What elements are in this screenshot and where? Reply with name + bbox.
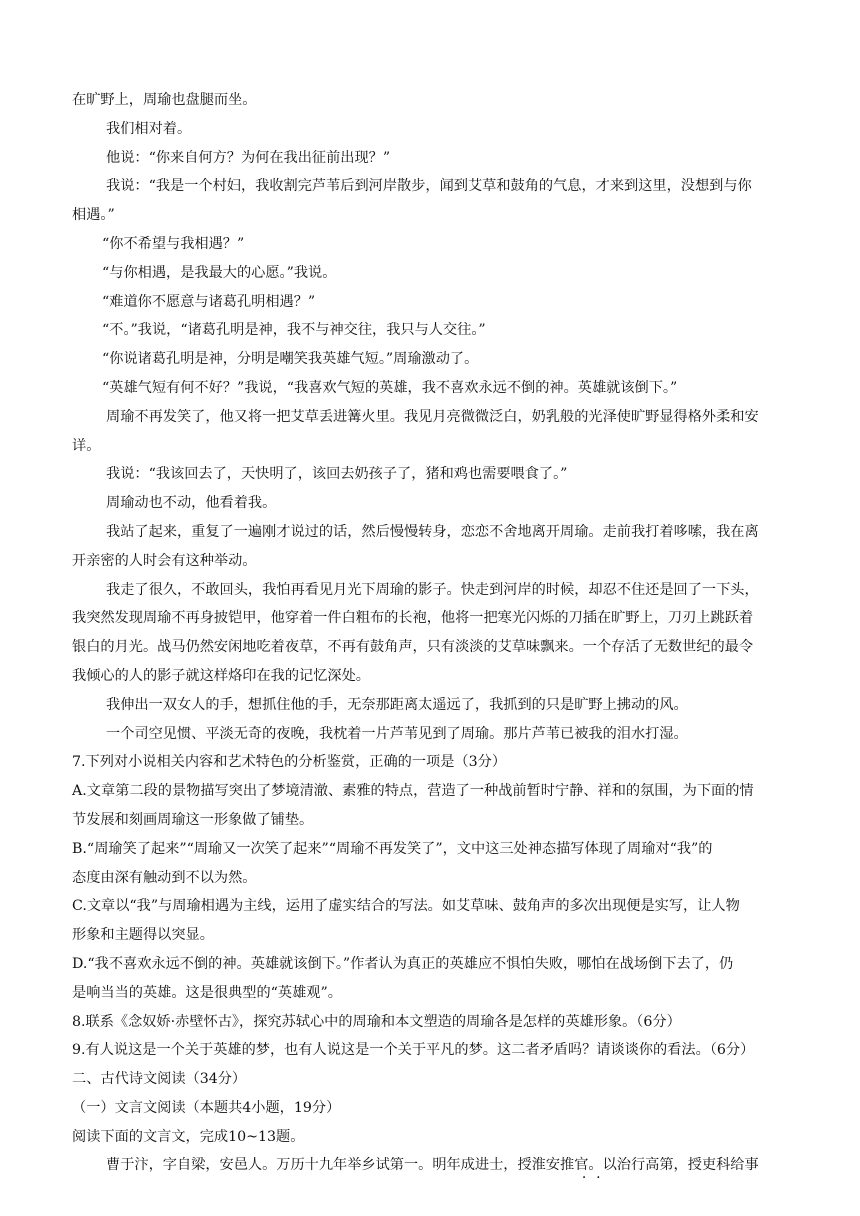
passage-paragraph: “英雄气短有何不好？”我说，“我喜欢气短的英雄，我不喜欢永远不倒的神。英雄就该倒下。”	[102, 379, 678, 396]
question-7-option-a: A.文章第二段的景物描写突出了梦境清澈、素雅的特点，营造了一种战前暂时宁静、祥和的氛围，为下面的情	[72, 783, 754, 800]
question-7-option-d: 是响当当的英雄。这是很典型的“英雄观”。	[72, 984, 342, 1001]
dotted-character: 官	[574, 1157, 589, 1174]
question-9: 9.有人说这是一个关于英雄的梦，也有人说这是一个关于平凡的梦。这二者矛盾吗？请谈谈你的看法。（6分）	[72, 1042, 755, 1059]
passage-paragraph: “难道你不愿意与诸葛孔明相遇？”	[102, 293, 316, 310]
subsection-heading: （一）文言文阅读（本题共4小题，19分）	[72, 1099, 341, 1116]
question-7-option-d: D.“我不喜欢永远不倒的神。英雄就该倒下。”作者认为真正的英雄应不惧怕失败，哪怕在战场倒下去了，仍	[72, 955, 734, 972]
passage-paragraph: 我说：“我该回去了，天快明了，该回去奶孩子了，猪和鸡也需要喂食了。”	[106, 466, 568, 483]
classical-text-start: 曹于汴，字自梁，安邑人。万历十九年举乡试第一。明年成进士，授淮安	[106, 1157, 561, 1174]
question-7-option-b: 态度由深有触动到不以为然。	[72, 869, 257, 886]
document-page	[72, 86, 792, 1180]
section-heading: 二、古代诗文阅读（34分）	[72, 1071, 247, 1088]
passage-paragraph: “不。”我说，“诸葛孔明是神，我不与神交往，我只与人交往。”	[102, 322, 486, 339]
passage-paragraph: 银白的月光。战马仍然安闲地吃着夜草，不再有鼓角声，只有淡淡的艾草味飘来。一个存活了无数世纪的最令	[72, 639, 754, 656]
passage-paragraph: 我走了很久，不敢回头，我怕再看见月光下周瑜的影子。快走到河岸的时候，却忍不住还是回了一下头，	[106, 581, 759, 598]
question-7-option-c: C.文章以“我”与周瑜相遇为主线，运用了虚实结合的写法。如艾草味、鼓角声的多次出现便是实写，让人物	[72, 898, 740, 915]
passage-paragraph: “你说诸葛孔明是神，分明是嘲笑我英雄气短。”周瑜激动了。	[102, 351, 479, 368]
passage-paragraph: “与你相遇，是我最大的心愿。”我说。	[102, 264, 337, 281]
passage-paragraph: “你不希望与我相遇？”	[102, 235, 245, 252]
question-7-option-a: 节发展和刻画周瑜这一形象做了铺垫。	[72, 811, 314, 828]
classical-text-end: 。以治行高第，授吏科给事	[588, 1157, 759, 1174]
passage-paragraph: 我说：“我是一个村妇，我收割完芦苇后到河岸散步，闻到艾草和鼓角的气息，才来到这里，没想到与你	[106, 178, 752, 195]
passage-paragraph: 周瑜不再发笑了，他又将一把艾草丢进篝火里。我见月亮微微泛白，奶乳般的光泽使旷野显得格外柔和安	[106, 408, 759, 425]
question-7-option-b: B.“周瑜笑了起来”“周瑜又一次笑了起来”“周瑜不再发笑了”，文中这三处神态描写体现了周瑜对“我”的	[72, 840, 713, 857]
question-7: 7.下列对小说相关内容和艺术特色的分析鉴赏，正确的一项是（3分）	[72, 754, 507, 771]
passage-paragraph: 他说：“你来自何方？为何在我出征前出现？”	[106, 149, 391, 166]
passage-paragraph: 我伸出一双女人的手，想抓住他的手，无奈那距离太遥远了，我抓到的只是旷野上拂动的风。	[106, 696, 688, 713]
passage-paragraph: 我们相对着。	[106, 120, 192, 137]
passage-paragraph: 一个司空见惯、平淡无奇的夜晚，我枕着一片芦苇见到了周瑜。那片芦苇已被我的泪水打湿。	[106, 725, 688, 742]
passage-paragraph: 开亲密的人时会有这种举动。	[72, 552, 257, 569]
dotted-character: 推	[560, 1157, 575, 1174]
passage-paragraph: 在旷野上，周瑜也盘腿而坐。	[72, 92, 257, 108]
passage-paragraph: 周瑜动也不动，他看着我。	[106, 495, 277, 512]
question-7-option-c: 形象和主题得以突显。	[72, 927, 214, 944]
passage-paragraph: 详。	[72, 437, 101, 454]
passage-paragraph: 相遇。”	[72, 207, 115, 224]
question-8: 8.联系《念奴娇·赤壁怀古》，探究苏轼心中的周瑜和本文塑造的周瑜各是怎样的英雄形象。（6分）	[72, 1013, 681, 1030]
passage-paragraph: 我站了起来，重复了一遍刚才说过的话，然后慢慢转身，恋恋不舍地离开周瑜。走前我打着哆嗦，我在离	[106, 523, 759, 540]
classical-text-line	[72, 1151, 792, 1180]
passage-paragraph: 我突然发现周瑜不再身披铠甲，他穿着一件白粗布的长袍，他将一把寒光闪烁的刀插在旷野上，刀刃上跳跃着	[72, 610, 754, 627]
reading-instruction: 阅读下面的文言文，完成10~13题。	[72, 1128, 305, 1145]
passage-paragraph: 我倾心的人的影子就这样烙印在我的记忆深处。	[72, 667, 370, 684]
